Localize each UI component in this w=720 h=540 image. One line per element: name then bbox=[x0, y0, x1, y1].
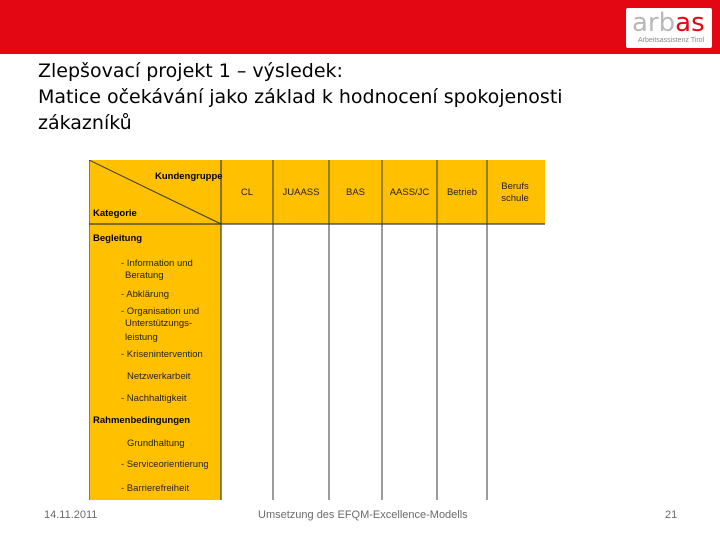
column-header: JUAASS bbox=[282, 187, 320, 198]
logo-wordmark: arbas bbox=[632, 8, 705, 38]
footer-title: Umsetzung des EFQM-Excellence-Modells bbox=[258, 509, 468, 521]
category-label: Rahmenbedingungen bbox=[93, 415, 191, 426]
expectation-matrix bbox=[89, 160, 545, 500]
row-label: Netzwerkarbeit bbox=[127, 371, 191, 382]
page-number: 21 bbox=[665, 509, 678, 521]
column-header: BAS bbox=[345, 187, 365, 198]
header-bar bbox=[0, 0, 720, 54]
row-label: - Information und bbox=[121, 258, 193, 269]
row-label: - Krisenintervention bbox=[121, 349, 203, 360]
row-label: Beratung bbox=[125, 270, 164, 281]
row-label: - Abklärung bbox=[121, 289, 170, 300]
footer-date: 14.11.2011 bbox=[44, 509, 98, 521]
column-header: Betrieb bbox=[446, 187, 478, 198]
column-header: CL bbox=[240, 187, 254, 198]
row-label: leistung bbox=[125, 332, 158, 343]
row-label: - Serviceorientierung bbox=[121, 459, 209, 470]
row-label: - Organisation und bbox=[121, 306, 200, 317]
row-label: - Nachhaltigkeit bbox=[121, 393, 187, 404]
title-line-2: Matice očekávání jako základ k hodnocení spokojenosti bbox=[38, 86, 563, 108]
title-line-1: Zlepšovací projekt 1 – výsledek: bbox=[38, 60, 343, 82]
logo-subtitle: Arbeitsassistenz Tirol bbox=[638, 37, 705, 44]
arbas-logo bbox=[626, 8, 712, 48]
corner-customer-group: Kundengruppe bbox=[155, 171, 223, 182]
row-label: Unterstützungs- bbox=[125, 318, 193, 329]
slide-title bbox=[38, 58, 658, 136]
title-line-3: zákazníků bbox=[38, 112, 132, 134]
row-label: - Barrierefreiheit bbox=[121, 483, 190, 494]
row-label: Grundhaltung bbox=[127, 438, 185, 449]
corner-category: Kategorie bbox=[93, 208, 137, 219]
column-header: AASS/JC bbox=[389, 187, 430, 198]
column-header: Berufs schule bbox=[501, 181, 529, 204]
category-label: Begleitung bbox=[93, 233, 143, 244]
